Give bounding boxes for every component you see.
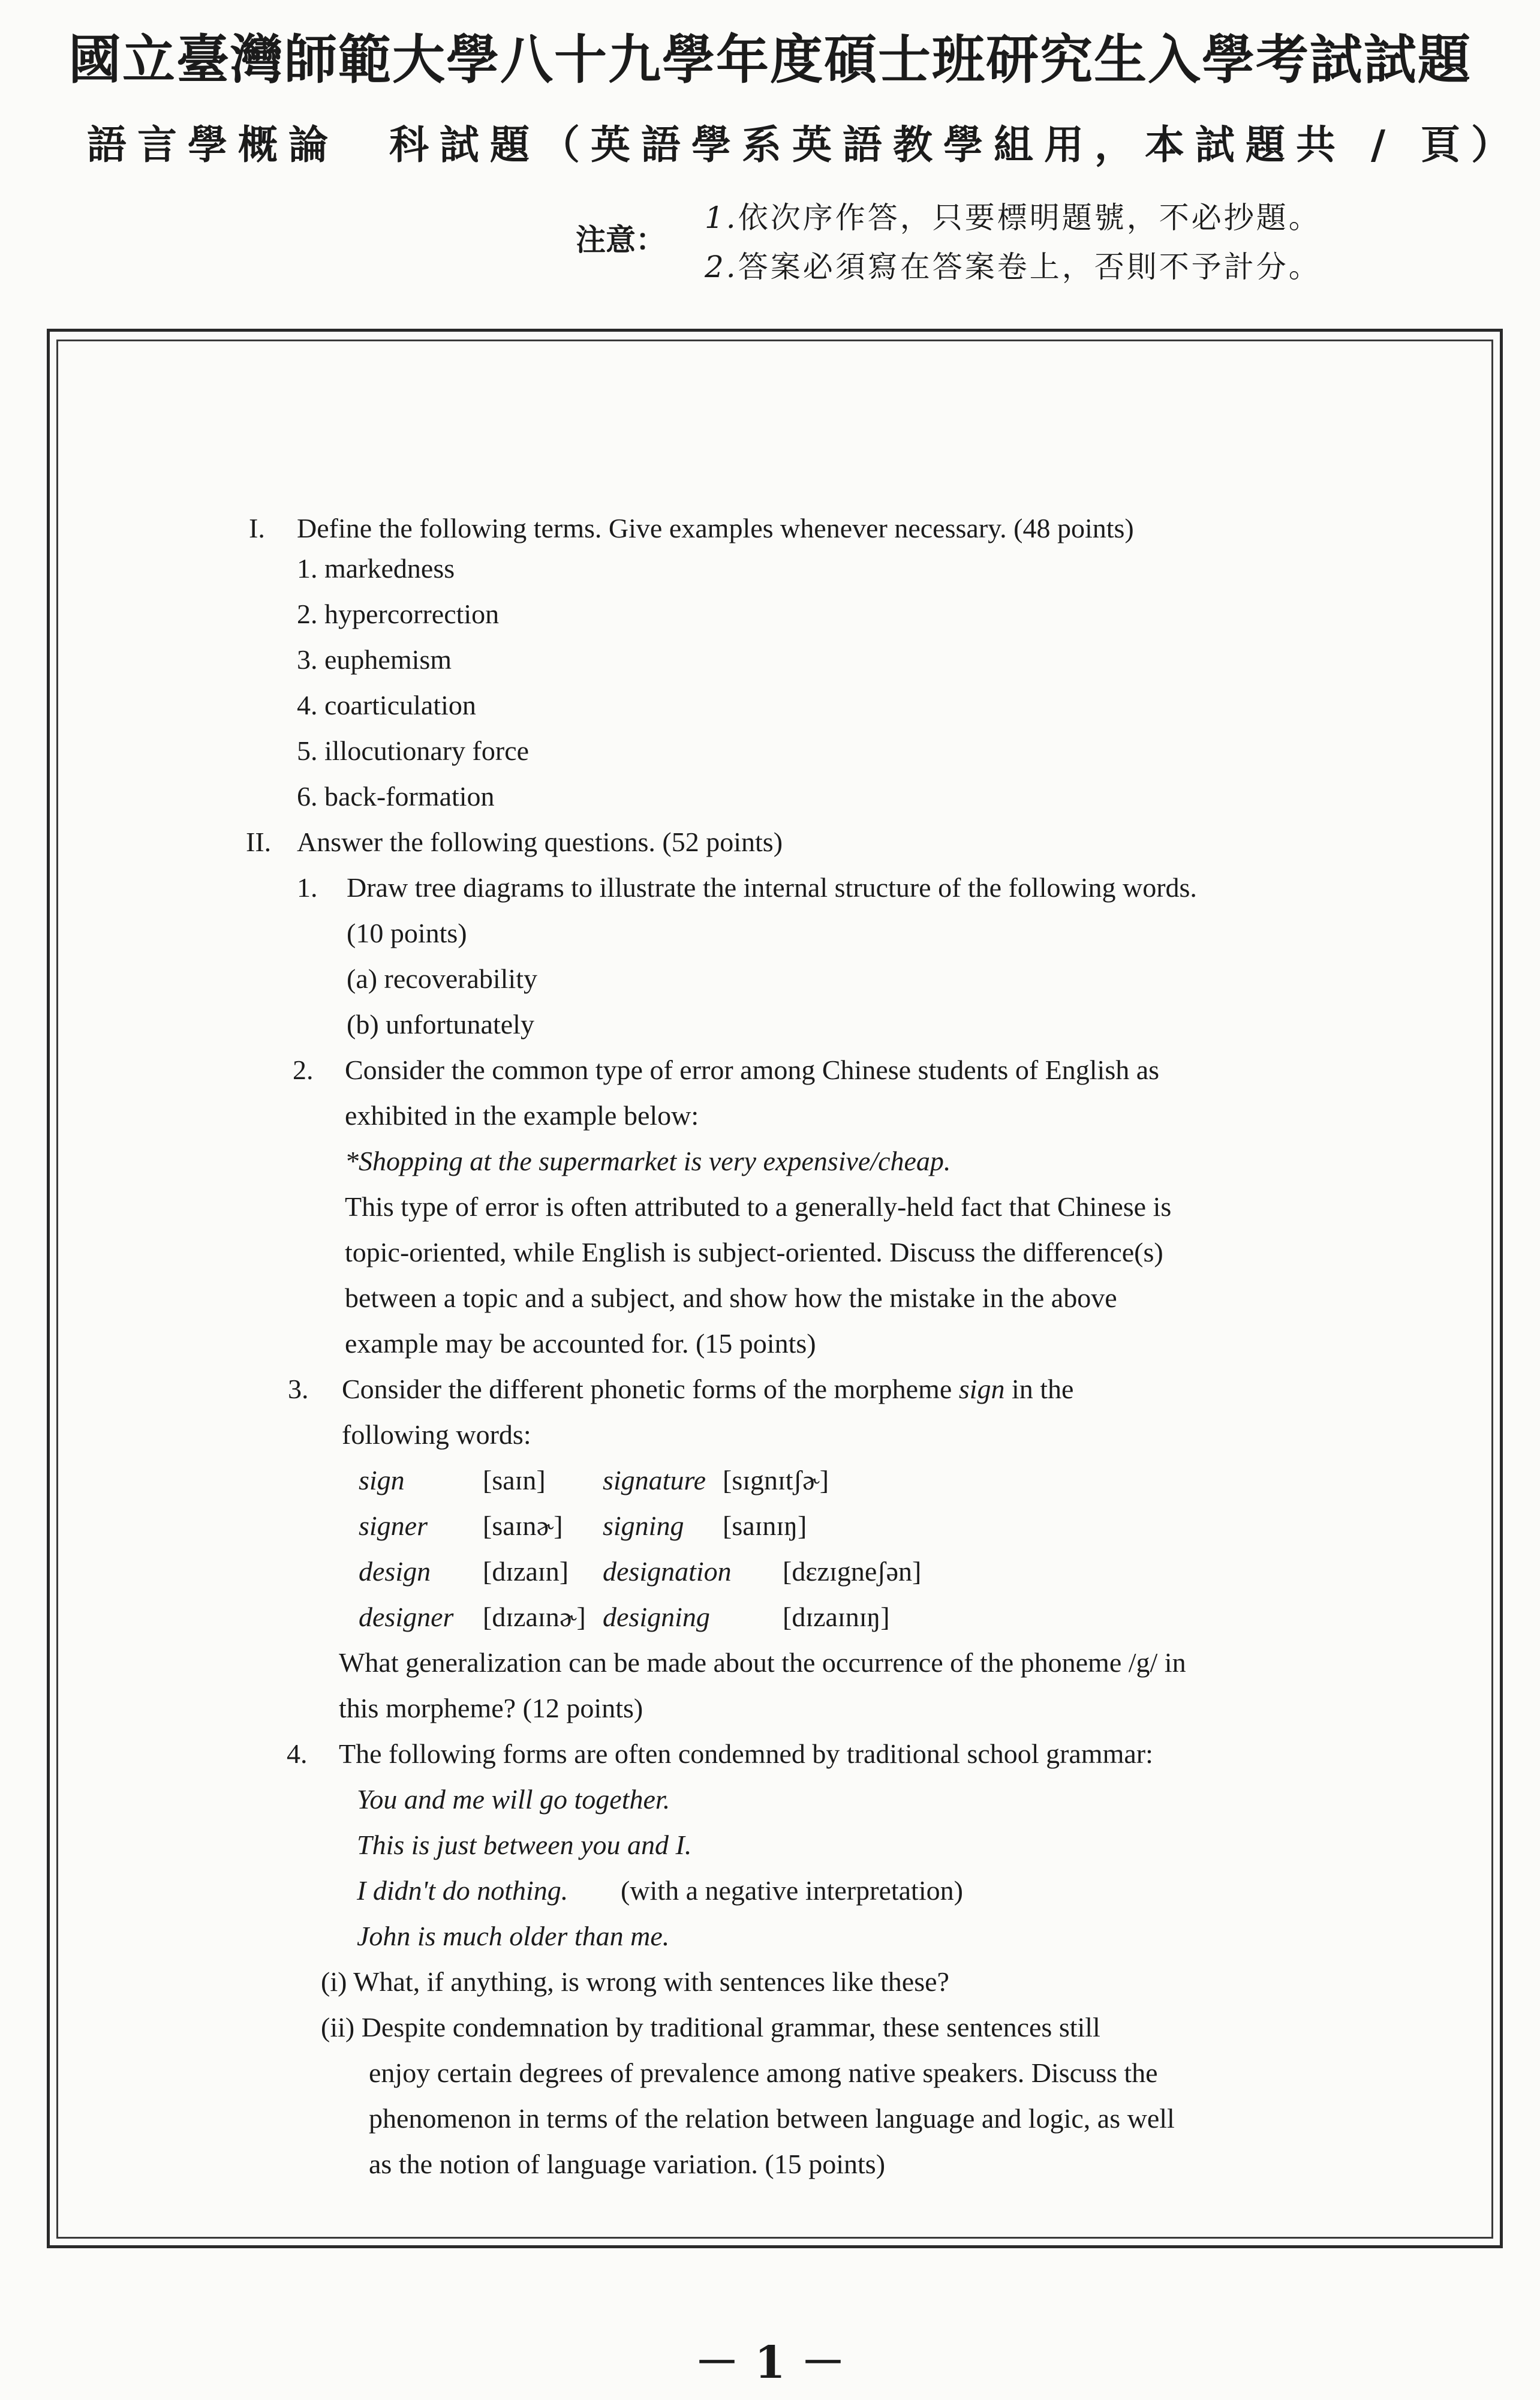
question-text: example may be accounted for. (15 points): [345, 1328, 816, 1359]
section-instruction: Answer the following questions. (52 points): [297, 827, 783, 857]
phonetic-form: [dɛzɪgneʃən]: [783, 1556, 922, 1587]
example-sentence: John is much older than me.: [357, 1921, 670, 1951]
question-number: 3.: [288, 1374, 309, 1404]
question-text-part: Consider the different phonetic forms of the morpheme: [342, 1374, 959, 1404]
phonetic-form: [saɪn]: [483, 1465, 546, 1495]
section-numeral: I.: [249, 513, 265, 543]
phonetic-form: [saɪnɚ]: [483, 1510, 563, 1541]
notice-list: [705, 193, 1321, 292]
notice-number: 2.: [705, 250, 738, 284]
example-sentence: You and me will go together.: [357, 1784, 670, 1815]
question-points: (10 points): [347, 918, 467, 948]
notice-number: 1.: [705, 200, 738, 235]
term-item: 6. back-formation: [297, 781, 495, 812]
morpheme-word: sign: [958, 1374, 1005, 1404]
notice-text: 答案必須寫在答案卷上，否則不予計分。: [738, 250, 1321, 284]
term-item: 3. euphemism: [297, 644, 452, 675]
phonetic-form: [sɪgnɪtʃɚ]: [723, 1465, 829, 1495]
subquestion-text: enjoy certain degrees of prevalence among native speakers. Discuss the: [369, 2057, 1158, 2088]
question-text: exhibited in the example below:: [345, 1100, 699, 1131]
question-text: This type of error is often attributed to a generally-held fact that Chinese is: [345, 1191, 1172, 1222]
example-note: (with a negative interpretation): [621, 1875, 963, 1906]
term-item: 5. illocutionary force: [297, 735, 530, 766]
question-text: following words:: [342, 1419, 531, 1450]
example-sentence: This is just between you and I.: [357, 1830, 692, 1860]
example-sentence: *Shopping at the supermarket is very expensive/cheap.: [345, 1146, 951, 1176]
question-text-part: in the: [1004, 1374, 1074, 1404]
term-item: 1. markedness: [297, 553, 455, 584]
subquestion-text: phenomenon in terms of the relation between language and logic, as well: [369, 2103, 1175, 2134]
word-form: signing: [603, 1510, 684, 1541]
subject-line: 語言學概論 科試題（英語學系英語教學組用，本試題共 / 頁）: [87, 122, 1522, 168]
word-form: sign: [359, 1465, 405, 1495]
question-text: this morpheme? (12 points): [339, 1693, 643, 1723]
word-item: (a) recoverability: [347, 963, 537, 994]
phonetic-form: [dɪzaɪnɪŋ]: [783, 1602, 890, 1632]
notice-item: [705, 242, 1321, 292]
notice-item: [705, 193, 1321, 242]
subquestion-text: as the notion of language variation. (15 points): [369, 2149, 886, 2179]
question-text: The following forms are often condemned by traditional school grammar:: [339, 1738, 1153, 1769]
section-instruction: Define the following terms. Give examples whenever necessary. (48 points): [297, 513, 1134, 543]
word-form: designer: [359, 1602, 454, 1632]
subquestion-text: (i) What, if anything, is wrong with sentences like these?: [321, 1966, 949, 1997]
term-item: 4. coarticulation: [297, 690, 476, 720]
subquestion-text: (ii) Despite condemnation by traditional grammar, these sentences still: [321, 2012, 1100, 2042]
term-item: 2. hypercorrection: [297, 599, 500, 629]
word-item: (b) unfortunately: [347, 1009, 534, 1040]
word-form: designing: [603, 1602, 710, 1632]
word-form: designation: [603, 1556, 732, 1587]
question-text: [342, 1366, 1073, 1412]
section-numeral: II.: [246, 827, 272, 857]
exam-title: 國立臺灣師範大學八十九學年度碩士班研究生入學考試試題: [68, 29, 1472, 91]
question-number: 1.: [297, 872, 318, 903]
question-text: Consider the common type of error among Chinese students of English as: [345, 1055, 1160, 1085]
notice-text: 依次序作答，只要標明題號，不必抄題。: [738, 200, 1321, 235]
word-form: design: [359, 1556, 431, 1587]
page-number: － 1 －: [694, 2337, 846, 2389]
phonetic-form: [dɪzaɪnɚ]: [483, 1602, 586, 1632]
phonetic-form: [dɪzaɪn]: [483, 1556, 569, 1587]
word-form: signature: [603, 1465, 706, 1495]
question-text: topic-oriented, while English is subject-oriented. Discuss the difference(s): [345, 1237, 1163, 1267]
phonetic-form: [saɪnɪŋ]: [723, 1510, 807, 1541]
question-text: Draw tree diagrams to illustrate the internal structure of the following words.: [347, 872, 1197, 903]
question-text: between a topic and a subject, and show how the mistake in the above: [345, 1282, 1117, 1313]
example-sentence: I didn't do nothing.: [357, 1875, 569, 1906]
question-number: 4.: [287, 1738, 308, 1769]
word-form: signer: [359, 1510, 428, 1541]
question-text: What generalization can be made about the occurrence of the phoneme /g/ in: [339, 1647, 1186, 1678]
notice-label: 注意：: [576, 223, 666, 257]
question-number: 2.: [293, 1055, 314, 1085]
